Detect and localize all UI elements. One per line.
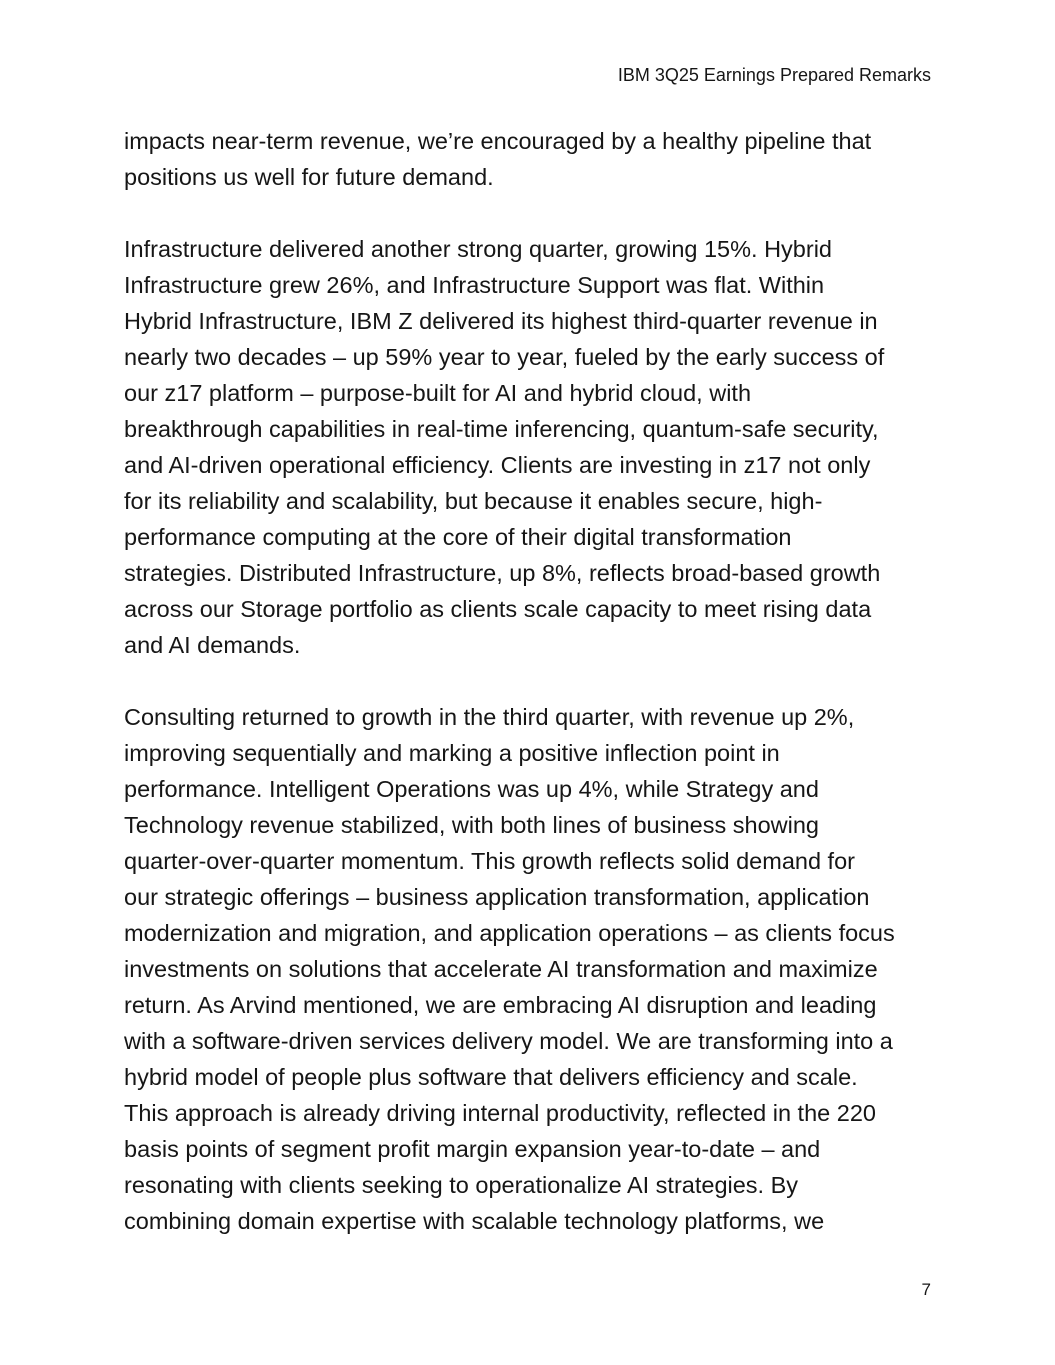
- text-line: hybrid model of people plus software that delivers efficiency and scale.: [124, 1064, 858, 1090]
- text-line: our z17 platform – purpose-built for AI and hybrid cloud, with: [124, 380, 752, 406]
- text-line: return. As Arvind mentioned, we are embracing AI disruption and leading: [124, 992, 877, 1018]
- paragraph-spacer: [124, 195, 939, 231]
- text-line: investments on solutions that accelerate AI transformation and maximize: [124, 956, 878, 982]
- text-line: our strategic offerings – business application transformation, application: [124, 884, 870, 910]
- text-line: for its reliability and scalability, but because it enables secure, high-: [124, 488, 823, 514]
- document-body: [124, 123, 939, 1239]
- text-line: performance computing at the core of their digital transformation: [124, 524, 792, 550]
- page-number: 7: [921, 1280, 931, 1299]
- text-line: strategies. Distributed Infrastructure, up 8%, reflects broad-based growth: [124, 560, 881, 586]
- paragraph-infrastructure: [124, 231, 939, 663]
- text-line: Hybrid Infrastructure, IBM Z delivered its highest third-quarter revenue in: [124, 308, 878, 334]
- paragraph-spacer: [124, 663, 939, 699]
- text-line: across our Storage portfolio as clients scale capacity to meet rising data: [124, 596, 872, 622]
- text-line: Infrastructure grew 26%, and Infrastructure Support was flat. Within: [124, 272, 825, 298]
- text-line: impacts near-term revenue, we’re encouraged by a healthy pipeline that: [124, 128, 872, 154]
- text-line: This approach is already driving internal productivity, reflected in the 220: [124, 1100, 876, 1126]
- text-line: resonating with clients seeking to operationalize AI strategies. By: [124, 1172, 799, 1198]
- text-line: quarter-over-quarter momentum. This growth reflects solid demand for: [124, 848, 855, 874]
- text-line: and AI demands.: [124, 632, 301, 658]
- text-line: basis points of segment profit margin expansion year-to-date – and: [124, 1136, 821, 1162]
- text-line: Technology revenue stabilized, with both lines of business showing: [124, 812, 819, 838]
- paragraph-pipeline: [124, 123, 939, 195]
- text-line: combining domain expertise with scalable technology platforms, we: [124, 1208, 825, 1234]
- text-line: and AI-driven operational efficiency. Clients are investing in z17 not only: [124, 452, 871, 478]
- text-line: breakthrough capabilities in real-time inferencing, quantum-safe security,: [124, 416, 879, 442]
- text-line: improving sequentially and marking a positive inflection point in: [124, 740, 780, 766]
- text-line: positions us well for future demand.: [124, 164, 494, 190]
- text-line: Infrastructure delivered another strong quarter, growing 15%. Hybrid: [124, 236, 832, 262]
- page-header-title: IBM 3Q25 Earnings Prepared Remarks: [617, 65, 931, 85]
- text-line: modernization and migration, and application operations – as clients focus: [124, 920, 895, 946]
- text-line: with a software-driven services delivery model. We are transforming into a: [124, 1028, 893, 1054]
- text-line: nearly two decades – up 59% year to year, fueled by the early success of: [124, 344, 885, 370]
- text-line: performance. Intelligent Operations was up 4%, while Strategy and: [124, 776, 819, 802]
- text-line: Consulting returned to growth in the third quarter, with revenue up 2%,: [124, 704, 855, 730]
- paragraph-consulting: [124, 699, 939, 1239]
